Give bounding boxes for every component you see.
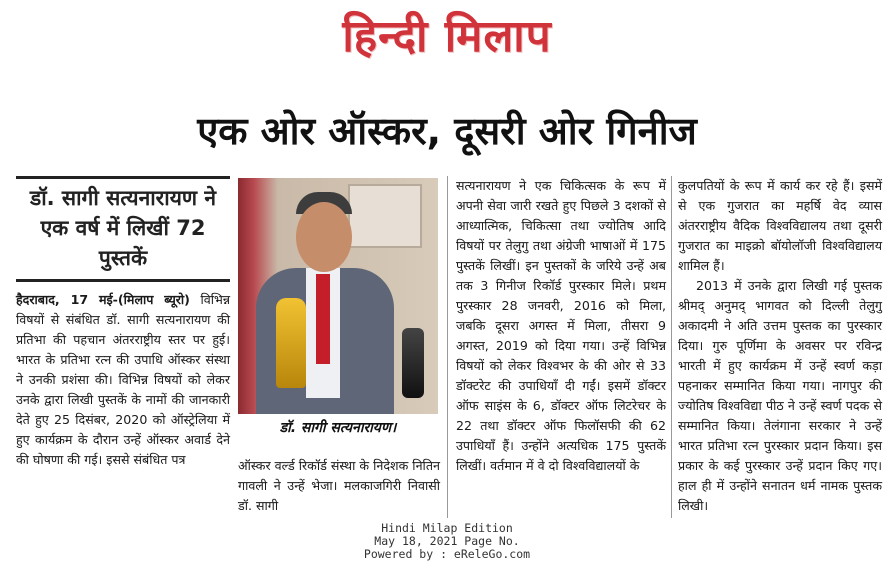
footer-powered-by: Powered by : eReleGo.com — [363, 547, 531, 561]
article-col2-text: ऑस्कर वर्ल्ड रिकॉर्ड संस्था के निदेशक नितिन गावली ने उन्हें भेजा। मलकाजगिरी निवासी डॉ. सागी — [238, 458, 440, 513]
edition-footer — [0, 522, 894, 561]
photo-person-head — [296, 202, 352, 272]
article-column-2 — [238, 456, 440, 516]
article-dateline: हैदराबाद, 17 मई-(मिलाप ब्यूरो) — [16, 292, 190, 307]
article-col4-para1: कुलपतियों के रूप में कार्य कर रहे हैं। इसमें से एक गुजरात का महर्षि वेद व्यास अंतरराष्ट्रीय वैदिक विश्वविद्यालय तथा दूसरी गुजरात का माइक्रो बॉयोलॉजी विश्वविद्यालय शामिल हैं। — [678, 178, 882, 273]
article-column-1 — [16, 176, 230, 470]
masthead-title: हिन्दी मिलाप — [342, 11, 552, 62]
column-divider — [671, 176, 672, 518]
footer-date: May 18, 2021 Page No. — [374, 534, 520, 548]
photo-background-frame — [348, 184, 422, 248]
article-subhead: डॉ. सागी सत्यनारायण ने एक वर्ष में लिखीं 72 पुस्तकें — [16, 176, 230, 282]
headline: एक ओर ऑस्कर, दूसरी ओर गिनीज — [197, 109, 697, 153]
column-divider — [447, 176, 448, 518]
article-column-3 — [456, 176, 666, 476]
article-col4-para2: 2013 में उनके द्वारा लिखी गई पुस्तक श्रीमद् अनुमद् भागवत को दिल्ली तेलुगु अकादमी ने अति उत्तम पुस्तक का पुरस्कार दिया। गुरु पूर्णिमा के अवसर पर रविन्द्र भारती में हुए कार्यक्रम में उन्हें स्वर्ण कड़ा पहनाकर सम्मानित किया गया। नागपुर की ज्योतिष विश्वविद्या पीठ ने उन्हें स्वर्ण पदक से सम्मानित किया। तेलंगाना सरकार ने उन्हें भारत प्रतिभा रत्न पुरस्कार प्रदान किया। इस प्रकार के कई पुरस्कार उन्हें प्रदान किए गए। हाल ही में उन्होंने सनातन धर्म नामक पुस्तक लिखी। — [678, 278, 882, 513]
photo-second-trophy — [402, 328, 424, 398]
photo-person-tie — [316, 274, 330, 364]
article-col1-text: विभिन्न विषयों से संबंधित डॉ. सागी सत्यनारायण की प्रतिभा की पहचान अंतरराष्ट्रीय स्तर पर हुई। भारत के प्रतिभा रत्न की उपाधि ऑस्कर संस्था ने उनकी प्रशंसा की। विभिन्न विषयों को लेकर उनके द्वारा लिखी पुस्तकें के नामों की जानकारी देते हुए 25 दिसंबर, 2020 को ऑस्ट्रेलिया में हुए कार्यक्रम के दौरान उन्हें ऑस्कर अवार्ड देने की घोषणा की गई। इससे संबंधित पत्र — [16, 292, 230, 467]
footer-edition: Hindi Milap Edition — [381, 521, 513, 535]
masthead — [0, 0, 894, 80]
article-photo-block — [238, 178, 438, 442]
article-column-4 — [678, 176, 882, 516]
article-col3-text: सत्यनारायण ने एक चिकित्सक के रूप में अपनी सेवा जारी रखते हुए पिछले 3 दशकों से आध्यात्मिक, चिकित्सा तथा ज्योतिष आदि विषयों पर तेलुगु तथा अंग्रेजी भाषाओं में 175 पुस्तकें लिखीं। इन पुस्तकों के जरिये उन्हें अब तक 3 गिनीज रिकॉर्ड पुरस्कार मिले। प्रथम पुरस्कार 28 जनवरी, 2016 को मिला, जबकि दूसरा अगस्त में मिला, तीसरा 9 अगस्त, 2019 को दिया गया। उन्हें विभिन्न विषयों को लेकर विश्वभर के की ओर से 33 डॉक्टरेट की उपाधियाँ दी गईं। इसमें डॉक्टर ऑफ साइंस के 6, डॉक्टर ऑफ लिटरेचर के 22 तथा डॉक्टर ऑफ फिलॉसफी की 62 उपाधियाँ हैं। उन्होंने अत्यधिक 175 पुस्तकें लिखीं। वर्तमान में वे दो विश्वविद्यालयों के — [456, 178, 666, 473]
article-photo — [238, 178, 438, 414]
photo-oscar-trophy — [276, 298, 306, 388]
photo-caption: डॉ. सागी सत्यनारायण। — [279, 420, 397, 436]
